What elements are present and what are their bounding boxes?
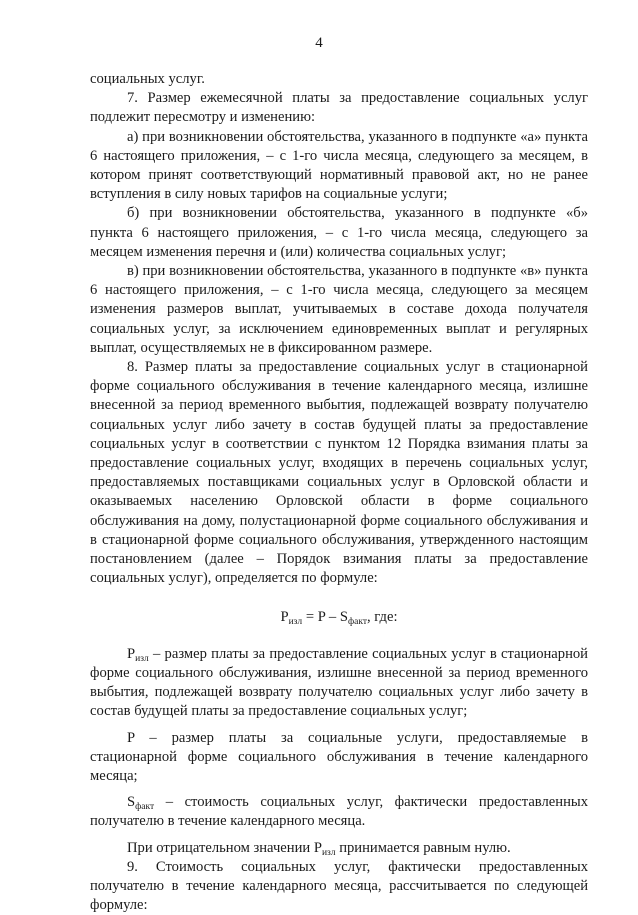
document-body <box>90 70 588 915</box>
paragraph-continuation: социальных услуг. <box>90 71 205 87</box>
formula-lhs-subscript: изл <box>288 617 303 628</box>
note-negative-value <box>90 839 588 858</box>
note-text-end: принимается равным нулю. <box>335 839 511 856</box>
note-subscript: изл <box>321 847 336 858</box>
formula-rhs-subscript: факт <box>347 617 367 628</box>
formula-rhs: = P – S <box>302 609 348 626</box>
paragraph-subitem-a: а) при возникновении обстоятельства, указанного в подпункте «а» пункта 6 настоящего приложения, – с 1-го числа месяца, следующего за месяцем, в котором принят соответствующий нормативный правовой акт, но не ранее вступления в силу новых тарифов на социальные услуги; <box>90 128 588 203</box>
page-number: 4 <box>315 35 323 51</box>
formula-refund <box>90 608 588 627</box>
paragraph-item-7: 7. Размер ежемесячной платы за предоставление социальных услуг подлежит пересмотру и изменению: <box>90 90 588 126</box>
formula-tail: , где: <box>367 609 398 626</box>
definition-p-izl <box>90 645 588 722</box>
definition-text: – стоимость социальных услуг, фактически предоставленных получателю в течение календарного месяца. <box>90 794 588 830</box>
definition-text: – размер платы за предоставление социальных услуг в стационарной форме социального обслуживания, излишне внесенной за период временного выбытия, подлежащей возврату получателю социальных услуг либо зачету в состав будущей платы за предоставление социальных услуг; <box>90 645 588 720</box>
note-text-start: При отрицательном значении P <box>127 839 322 856</box>
paragraph-item-9: 9. Стоимость социальных услуг, фактически предоставленных получателю в течение календарного месяца, рассчитывается по следующей формуле: <box>90 858 588 914</box>
formula-lhs: P <box>280 609 289 626</box>
definition-p: P – размер платы за социальные услуги, предоставляемые в стационарной форме социального обслуживания в течение календарного месяца; <box>90 729 588 784</box>
definition-symbol-subscript: факт <box>135 802 155 813</box>
paragraph-subitem-b: б) при возникновении обстоятельства, указанного в подпункте «б» пункта 6 настоящего приложения, – с 1-го числа месяца, следующего за месяцем изменения перечня и (или) количества социальных услуг; <box>90 205 588 260</box>
definition-symbol: S <box>127 794 136 811</box>
paragraph-subitem-v: в) при возникновении обстоятельства, указанного в подпункте «в» пункта 6 настоящего приложения, – с 1-го числа месяца, следующего за месяцем изменения размеров выплат, учитываемых в составе дохода получателя социальных услуг, за исключением единовременных выплат и регулярных выплат, осуществляемых не в фиксированном размере. <box>90 263 588 356</box>
definition-symbol: P <box>127 645 136 662</box>
definition-s-fakt <box>90 793 588 831</box>
definition-symbol-subscript: изл <box>135 653 149 664</box>
paragraph-item-8: 8. Размер платы за предоставление социальных услуг в стационарной форме социального обслуживания в течение календарного месяца, излишне внесенной за период временного выбытия, подлежащей возврату получателю социальных услуг либо зачету в состав будущей платы за предоставление социальных услуг в соответствии с пунктом 12 Порядка взимания платы за предоставление социальных услуг, входящих в перечень социальных услуг, предоставляемых поставщиками социальных услуг в Орловской области и оказываемых населению Орловской области в форме социального обслуживания на дому, полустационарной форме социального обслуживания и в стационарной форме социального обслуживания, утвержденного настоящим постановлением (далее – Порядок взимания платы за предоставление социальных услуг), определяется по формуле: <box>90 359 588 587</box>
